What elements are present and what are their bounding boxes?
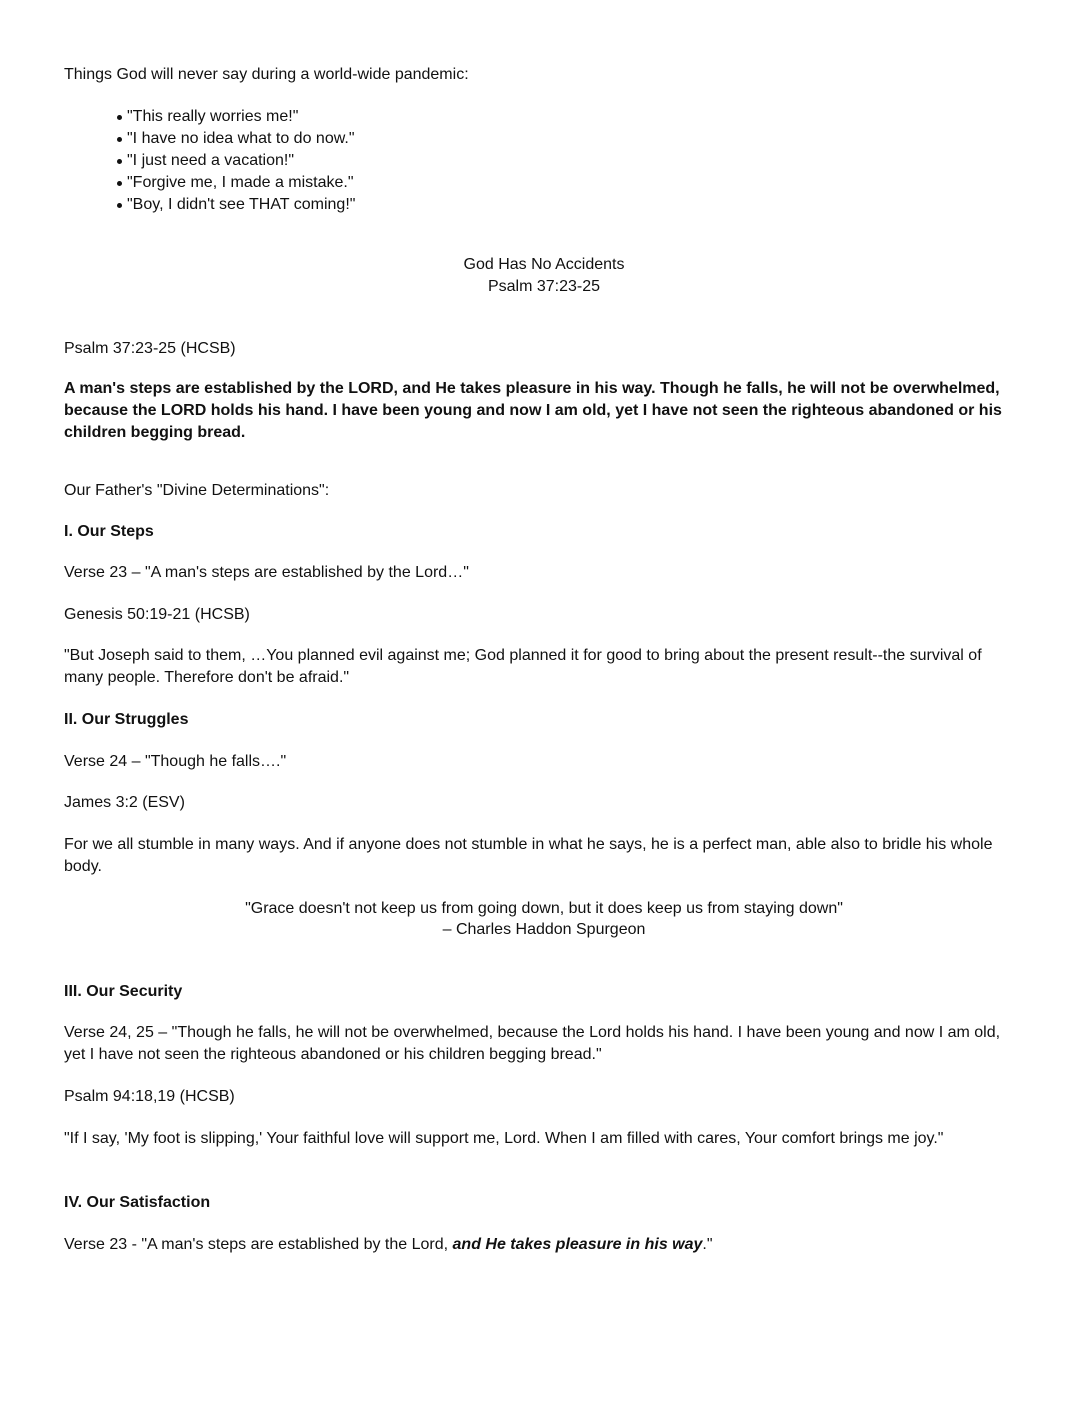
struggles-ref: James 3:2 (ESV) xyxy=(64,794,185,811)
security-text: "If I say, 'My foot is slipping,' Your faithful love will support me, Lord. When I am filled with cares, Your comfort brings me joy." xyxy=(64,1130,944,1147)
intro-text: Things God will never say during a world-wide pandemic: xyxy=(64,66,469,83)
section-heading-satisfaction: IV. Our Satisfaction xyxy=(64,1194,211,1211)
list-item: "Boy, I didn't see THAT coming!" xyxy=(64,194,355,216)
steps-ref: Genesis 50:19-21 (HCSB) xyxy=(64,606,250,623)
satisfaction-verse xyxy=(64,1234,1024,1256)
main-scripture-text: A man's steps are established by the LORD, and He takes pleasure in his way. Though he falls, he will not be overwhelmed, because the LORD holds his hand. I have been young and now I am old, yet I have not seen the righteous abandoned or his children begging bread. xyxy=(64,380,1002,441)
section-heading-steps: I. Our Steps xyxy=(64,523,154,540)
bullet-list xyxy=(64,106,355,216)
determinations-intro: Our Father's "Divine Determinations": xyxy=(64,482,330,499)
struggles-text: For we all stumble in many ways. And if anyone does not stumble in what he says, he is a perfect man, able also to bridle his whole body. xyxy=(64,836,993,875)
page-subtitle: Psalm 37:23-25 xyxy=(487,278,601,295)
steps-verse: Verse 23 – "A man's steps are established by the Lord…" xyxy=(64,564,469,581)
satisfaction-verse-emphasis: and He takes pleasure in his way xyxy=(452,1236,703,1253)
list-item: "I have no idea what to do now." xyxy=(64,128,355,150)
steps-text: "But Joseph said to them, …You planned evil against me; God planned it for good to bring about the present result--the survival of many people. Therefore don't be afraid." xyxy=(64,647,982,686)
list-item: "I just need a vacation!" xyxy=(64,150,355,172)
page-title: God Has No Accidents xyxy=(463,256,625,273)
satisfaction-verse-end: ." xyxy=(702,1236,713,1253)
main-scripture-ref: Psalm 37:23-25 (HCSB) xyxy=(64,340,236,357)
security-verse: Verse 24, 25 – "Though he falls, he will not be overwhelmed, because the Lord holds his hand. I have been young and now I am old, yet I have not seen the righteous abandoned or his children begging bread." xyxy=(64,1024,1001,1063)
security-ref: Psalm 94:18,19 (HCSB) xyxy=(64,1088,235,1105)
spurgeon-quote: "Grace doesn't not keep us from going down, but it does keep us from staying down" xyxy=(245,900,843,917)
list-item: "Forgive me, I made a mistake." xyxy=(64,172,355,194)
section-heading-struggles: II. Our Struggles xyxy=(64,711,189,728)
section-heading-security: III. Our Security xyxy=(64,983,183,1000)
struggles-verse: Verse 24 – "Though he falls…." xyxy=(64,753,287,770)
satisfaction-verse-start: Verse 23 - "A man's steps are established by the Lord, xyxy=(64,1236,453,1253)
spurgeon-quote-author: – Charles Haddon Spurgeon xyxy=(442,921,646,938)
list-item: "This really worries me!" xyxy=(64,106,355,128)
